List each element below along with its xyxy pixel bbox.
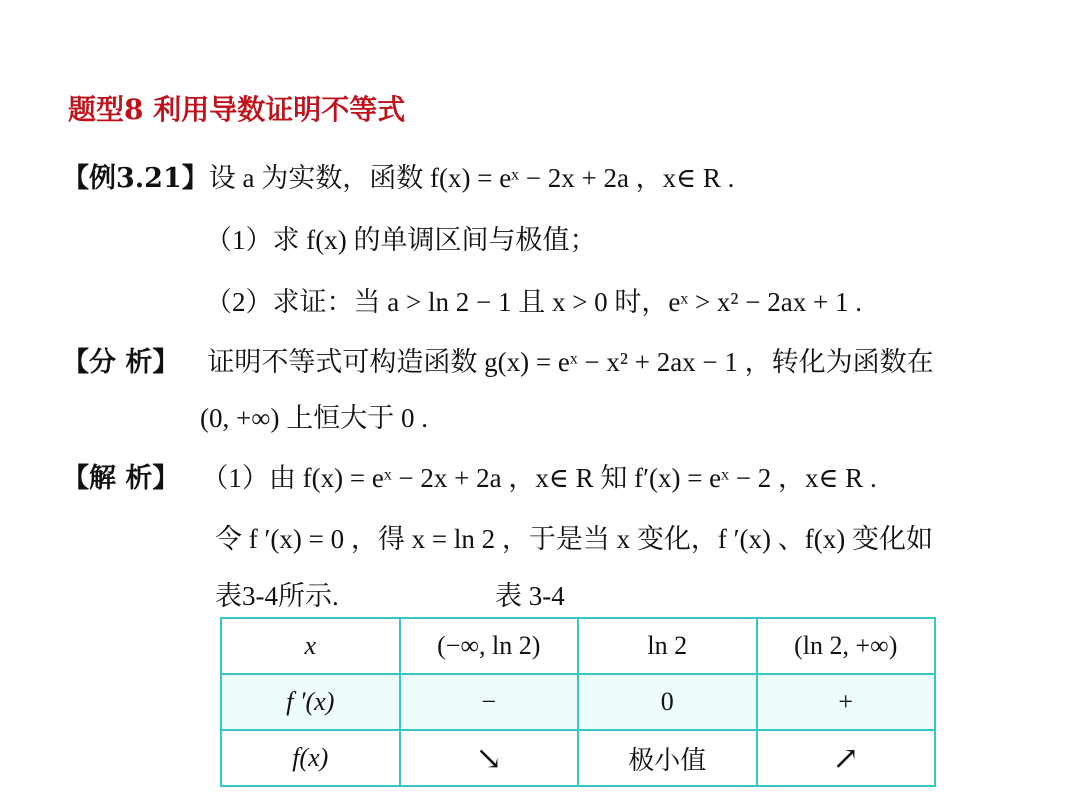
table-cell: 0 bbox=[578, 674, 757, 730]
page-title: 题型8 利用导数证明不等式 bbox=[68, 93, 406, 126]
table-cell: x bbox=[221, 618, 400, 674]
decreasing-arrow-icon: ↘ bbox=[400, 730, 579, 786]
table-row bbox=[221, 618, 935, 674]
example-text: 设 a 为实数，函数 f(x) = eˣ − 2x + 2a ，x∈ R . bbox=[208, 163, 735, 193]
table-cell: f(x) bbox=[221, 730, 400, 786]
solution-text-2: 令 f ′(x) = 0 ，得 x = ln 2 ，于是当 x 变化，f ′(x) 、f(x) 变化如 bbox=[215, 524, 933, 554]
table-caption: 表 3-4 bbox=[495, 581, 565, 611]
table-cell: + bbox=[757, 674, 936, 730]
table-cell: (−∞, ln 2) bbox=[400, 618, 579, 674]
solution-label: 【解 析】 bbox=[62, 463, 180, 494]
example-line bbox=[62, 156, 734, 195]
variation-table bbox=[220, 617, 936, 787]
increasing-arrow-icon: ↗ bbox=[757, 730, 936, 786]
solution-text-3: 表3-4所示. bbox=[215, 581, 339, 611]
table-row bbox=[221, 674, 935, 730]
table-cell: ln 2 bbox=[578, 618, 757, 674]
solution-line bbox=[62, 456, 877, 495]
analysis-text-1: 证明不等式可构造函数 g(x) = eˣ − x² + 2ax − 1 ，转化为函数在 bbox=[207, 347, 934, 377]
table-cell: f ′(x) bbox=[221, 674, 400, 730]
example-label: 【例3.21】 bbox=[62, 163, 209, 194]
analysis-text-2: (0, +∞) 上恒大于 0 . bbox=[200, 403, 428, 433]
example-part2: （2）求证：当 a > ln 2 − 1 且 x > 0 时，eˣ > x² − 2ax + 1 . bbox=[205, 287, 862, 317]
table-cell: (ln 2, +∞) bbox=[757, 618, 936, 674]
table-cell: − bbox=[400, 674, 579, 730]
analysis-label: 【分 析】 bbox=[62, 347, 180, 378]
solution-text-1: （1）由 f(x) = eˣ − 2x + 2a ，x∈ R 知 f′(x) = eˣ − 2 ，x∈ R . bbox=[201, 463, 877, 493]
analysis-line bbox=[62, 340, 934, 379]
table-cell: 极小值 bbox=[578, 730, 757, 786]
example-part1: （1）求 f(x) 的单调区间与极值； bbox=[205, 225, 597, 255]
table-row bbox=[221, 730, 935, 786]
